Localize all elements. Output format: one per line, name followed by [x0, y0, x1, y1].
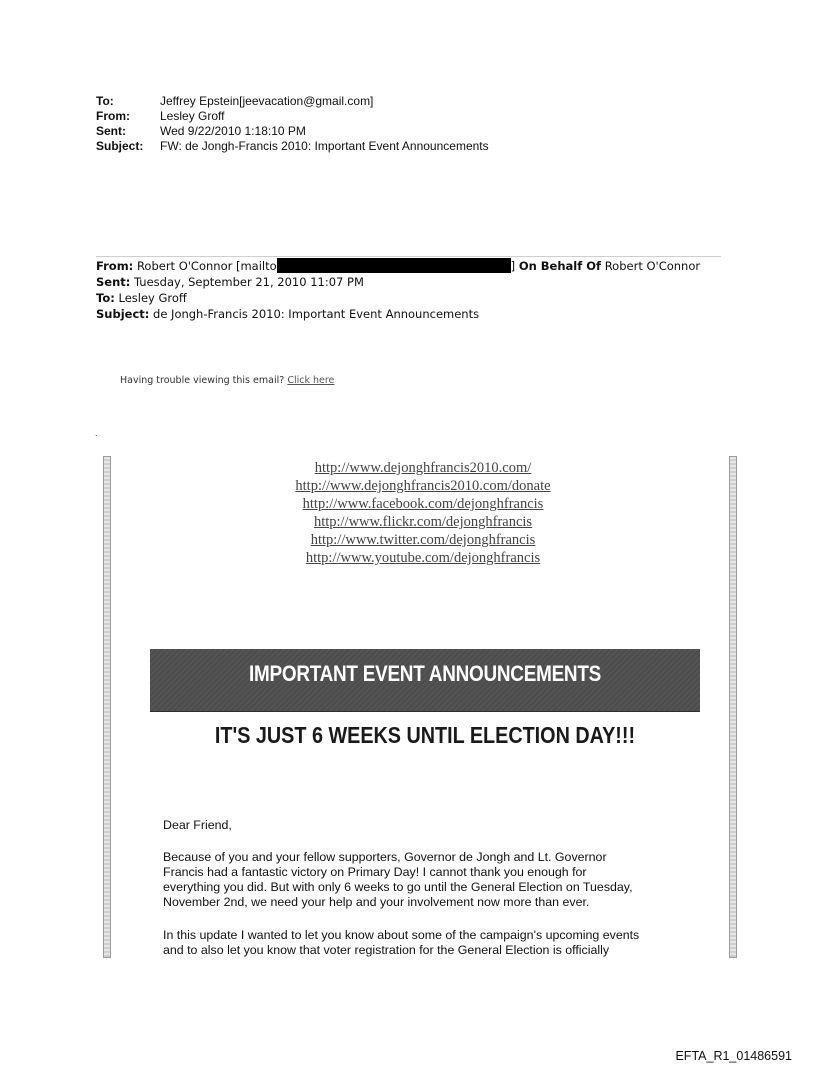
paragraph-1-line: Because of you and your fellow supporters, Governor de Jongh and Lt. Governor	[163, 850, 607, 864]
link-website[interactable]: http://www.dejonghfrancis2010.com/	[314, 460, 532, 476]
banner-title: IMPORTANT EVENT ANNOUNCEMENTS	[248, 661, 602, 686]
body-frame-left-bar	[103, 456, 111, 958]
announcement-banner	[150, 649, 700, 712]
link-flickr[interactable]: http://www.flickr.com/dejonghfrancis	[313, 514, 533, 530]
forward-sent-row	[96, 274, 364, 290]
link-facebook[interactable]: http://www.facebook.com/dejonghfrancis	[302, 496, 544, 512]
paragraph-1-line: Francis had a fantastic victory on Primary Day! I cannot thank you enough for	[163, 865, 587, 879]
forward-subject-value: de Jongh-Francis 2010: Important Event Announcements	[153, 307, 480, 321]
link-twitter[interactable]: http://www.twitter.com/dejonghfrancis	[310, 532, 536, 548]
paragraph-2-line: and to also let you know that voter registration for the General Election is officially	[163, 943, 610, 957]
header-subject-label: Subject:	[96, 139, 144, 153]
forward-subject-row	[96, 306, 479, 322]
forward-sent-label: Sent:	[96, 275, 131, 289]
header-from-label: From:	[96, 109, 130, 123]
header-to-value: Jeffrey Epstein[jeevacation@gmail.com]	[160, 94, 374, 108]
header-to-row	[96, 94, 373, 109]
forward-subject-label: Subject:	[96, 307, 150, 321]
forward-from-row	[96, 258, 700, 274]
forward-to-value: Lesley Groff	[118, 291, 187, 305]
paragraph-1-line: November 2nd, we need your help and your involvement now more than ever.	[163, 895, 590, 909]
paragraph-2-line: In this update I wanted to let you know about some of the campaign's upcoming events	[163, 928, 640, 942]
forward-to-row	[96, 290, 187, 306]
header-from-row	[96, 109, 224, 124]
header-to-label: To:	[96, 94, 114, 108]
header-sent-label: Sent:	[96, 124, 126, 138]
forward-from-label: From:	[96, 259, 134, 273]
election-headline: IT'S JUST 6 WEEKS UNTIL ELECTION DAY!!!	[214, 722, 636, 748]
campaign-links	[150, 459, 696, 567]
forward-sent-value: Tuesday, September 21, 2010 11:07 PM	[134, 275, 364, 289]
trouble-viewing-notice	[120, 375, 334, 386]
body-frame-right-bar	[729, 456, 737, 958]
trouble-viewing-text: Having trouble viewing this email?	[120, 375, 285, 386]
link-donate[interactable]: http://www.dejonghfrancis2010.com/donate	[295, 478, 551, 494]
document-id: EFTA_R1_01486591	[675, 1049, 792, 1063]
forward-to-label: To:	[96, 291, 115, 305]
header-subject-value: FW: de Jongh-Francis 2010: Important Event Announcements	[160, 139, 489, 153]
paragraph-1-line: everything you did. But with only 6 weeks to go until the General Election on Tuesday,	[163, 880, 633, 894]
click-here-link[interactable]: Click here	[287, 375, 335, 386]
forward-divider	[96, 256, 721, 257]
link-youtube[interactable]: http://www.youtube.com/dejonghfrancis	[305, 550, 541, 566]
header-from-value: Lesley Groff	[160, 109, 225, 123]
header-sent-value: Wed 9/22/2010 1:18:10 PM	[160, 124, 306, 138]
forward-from-value: Robert O'Connor [mailto	[136, 259, 277, 273]
body-paragraph-1	[163, 850, 703, 910]
forward-behalf-label: On Behalf Of	[518, 259, 602, 273]
forward-from-close: ]	[510, 259, 516, 273]
stray-mark: .	[95, 428, 98, 438]
greeting: Dear Friend,	[163, 818, 232, 832]
forward-behalf-value: Robert O'Connor	[604, 259, 701, 273]
header-sent-row	[96, 124, 306, 139]
redaction-block	[277, 258, 511, 273]
header-subject-row	[96, 139, 489, 154]
body-paragraph-2	[163, 928, 703, 958]
